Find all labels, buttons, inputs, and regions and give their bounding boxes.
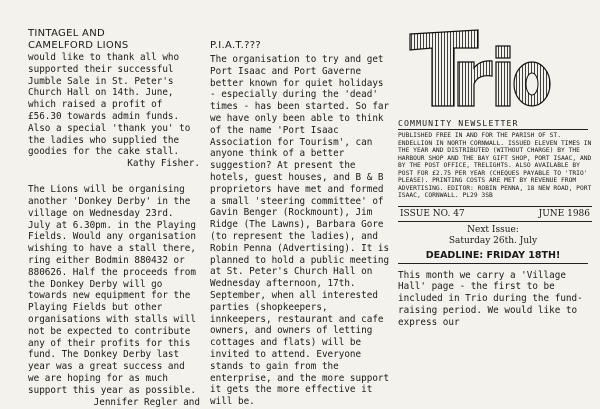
deadline-notice: DEADLINE: FRIDAY 18TH!	[398, 250, 588, 264]
left-column	[28, 28, 200, 409]
newsletter-title: COMMUNITY NEWSLETTER	[398, 118, 588, 130]
issue-date: JUNE 1986	[538, 208, 590, 219]
village-hall-text: This month we carry a 'Village Hall' page - the first to be included in Trio during the fund-raising period. We would like to express our	[398, 269, 583, 328]
right-column	[398, 28, 594, 328]
middle-column	[210, 40, 392, 408]
lions-heading: TINTAGEL AND CAMELFORD LIONS	[28, 28, 129, 51]
next-issue-date: Saturday 26th. July	[448, 235, 538, 246]
next-issue	[398, 225, 588, 247]
piat-heading: P.I.A.T.???	[210, 40, 261, 51]
lions-jumble-sale-text: would like to thank all who supported their successful Jumble Sale in St. Peter's Church Hall on 14th. June, which raised a profit of £56.30 towards admin funds. Also a special 'thank you' to the ladies who supplied the goodies for the cake stall.	[28, 52, 191, 158]
trio-logo-graphic	[408, 28, 554, 110]
issue-number: ISSUE NO. 47	[400, 208, 465, 219]
donkey-derby-text: The Lions will be organising another 'Donkey Derby' in the village on Wednesday 23rd. July at 6.30pm. in the Playing Fields. Would any organisation wishing to have a stall there, ring either Bodmin 880432 or 880626. Half the proceeds from the Donkey Derby will go towards new equipment for the Playing Fields but other organisations with stalls will not be expected to contribute any of their profits for this fund. The Donkey Derby last year was a great success and we are hoping for as much support this year as possible.	[28, 184, 196, 396]
issue-row	[398, 206, 592, 222]
next-issue-label: Next Issue:	[467, 224, 519, 235]
trio-logo	[408, 28, 554, 110]
signature-jennifer-regler: Jennifer Regler and	[93, 396, 200, 408]
piat-article-text: The organisation to try and get Port Isaac and Port Gaverne better known for quiet holidays - especially during the 'dead' times - has been started. So far we have only been able to think of the name 'Port Isaac Association for Tourism', can anyone think of a better suggestion? At present the hotels, guest houses, and B & B proprietors have met and formed a small 'steering committee' of Gavin Benger (Rockmount), Jim Ridge (The Lawns), Barbara Gore (to represent the ladies), and Robin Penna (Advertising). It is planned to hold a public meeting at St. Peter's Church Hall on Wednesday afternoon, 17th. September, when all interested parties (shopkeepers, innkeepers, restaurant and cafe owners, and owners of letting cottages and flats) will be invited to attend. Everyone stands to gain from the enterprise, and the more support it gets the more effective it will be.	[210, 54, 390, 408]
signature-kathy-fisher: Kathy Fisher.	[127, 158, 200, 170]
publication-info: PUBLISHED FREE IN AND FOR THE PARISH OF ST. ENDELLION IN NORTH CORNWALL. ISSUED ELEVEN TIMES IN THE YEAR AND DISTRIBUTED (WITHOUT CHARGE) BY THE HARBOUR SHOP AND THE BAY GIFT SHOP, PORT ISAAC, AND BY THE POST OFFICE, TRELIGHTS. ALSO AVAILABLE BY POST FOR £2.75 PER YEAR (CHEQUES PAYABLE TO 'TRIO' PLEASE). PRINTING COSTS ARE MET BY REVENUE FROM ADVERTISING. EDITOR: ROBIN PENNA, 18 NEW ROAD, PORT ISAAC, CORNWALL. PL29 3SB	[398, 132, 592, 199]
